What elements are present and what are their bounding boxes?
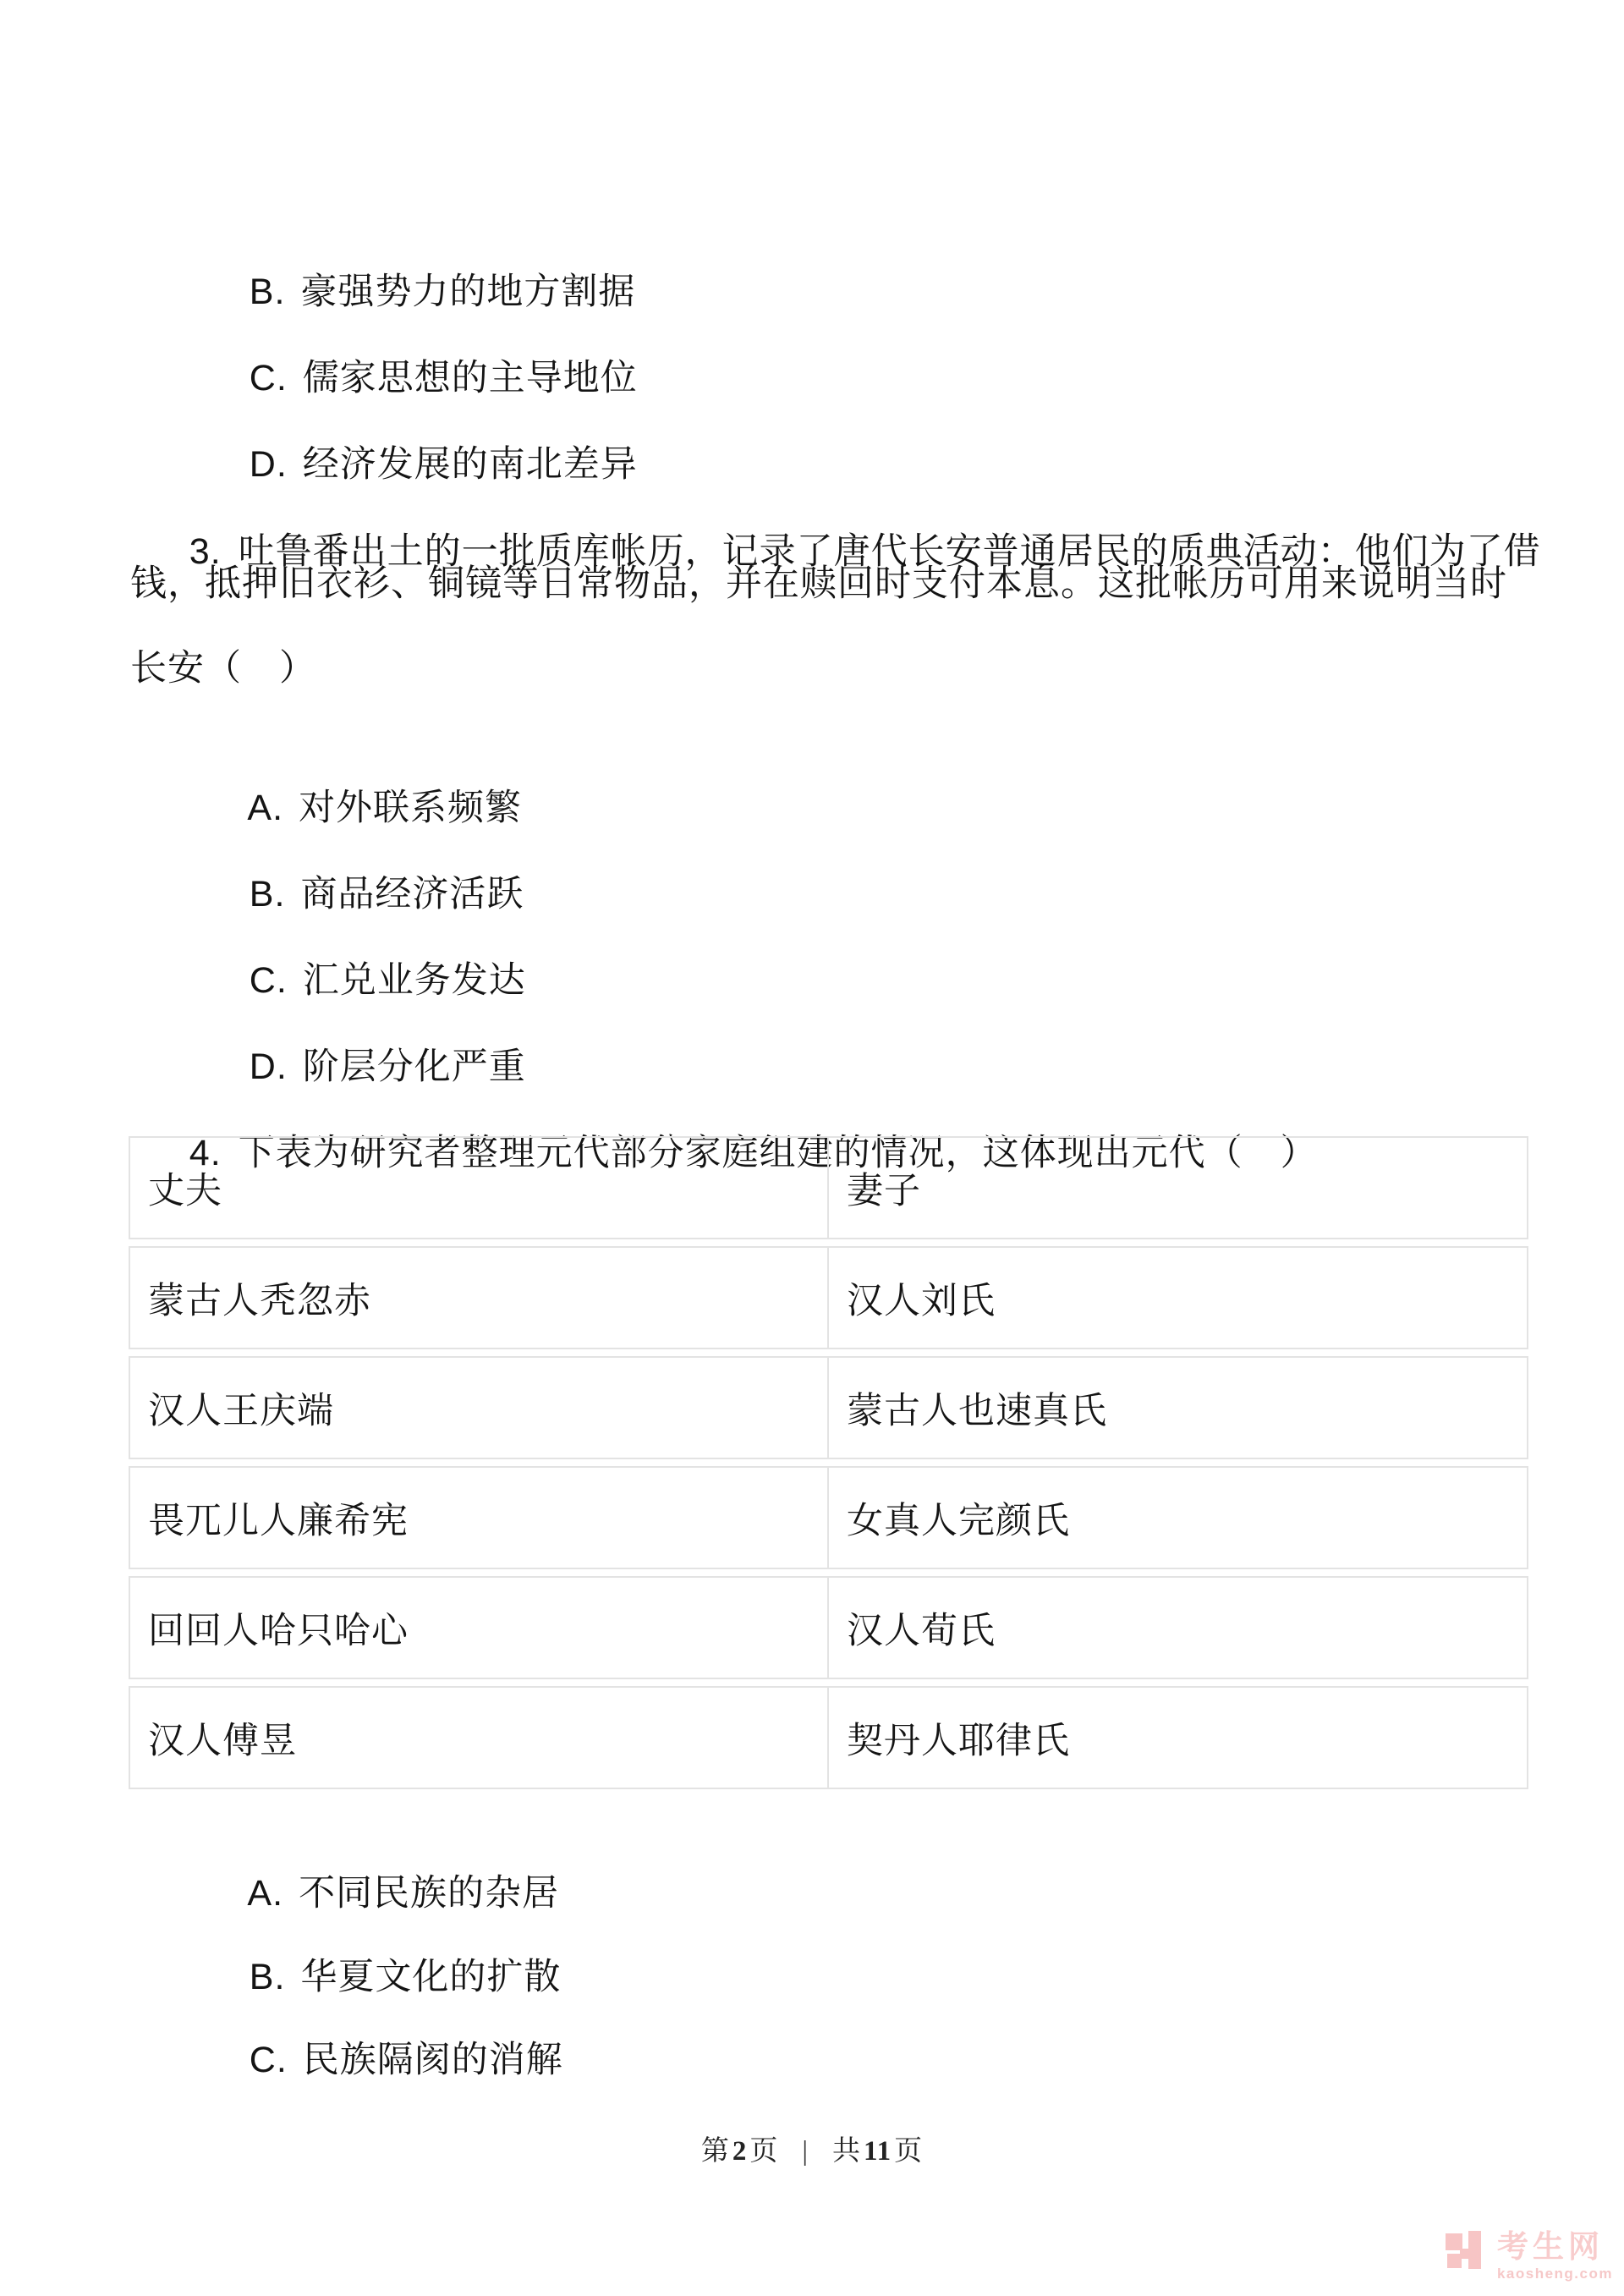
option-letter: B. bbox=[249, 272, 286, 312]
table-row bbox=[129, 1686, 1528, 1789]
option-text: 商品经济活跃 bbox=[300, 874, 524, 915]
option-letter: A. bbox=[247, 1873, 284, 1914]
option-text: 经济发展的南北差异 bbox=[302, 444, 638, 485]
table-cell-husband: 畏兀儿人廉希宪 bbox=[129, 1466, 829, 1569]
table-header-husband: 丈夫 bbox=[129, 1136, 829, 1239]
footer-page-number: 2 bbox=[732, 2136, 748, 2167]
footer-page-suffix: 页 bbox=[749, 2136, 779, 2167]
watermark-site-name: 考生网 bbox=[1496, 2229, 1604, 2264]
option-letter: B. bbox=[249, 874, 286, 915]
option-letter: B. bbox=[249, 1957, 286, 1997]
watermark-site-domain: kaosheng.com bbox=[1496, 2266, 1613, 2282]
table-row bbox=[129, 1466, 1528, 1569]
table-cell-husband: 汉人王庆端 bbox=[129, 1356, 829, 1459]
question4-text: 下表为研究者整理元代部分家庭组建的情况，这体现出元代（ ） bbox=[238, 1133, 1318, 1173]
table-row bbox=[129, 1356, 1528, 1459]
table-cell-husband: 汉人傅昱 bbox=[129, 1686, 829, 1789]
option-letter: C. bbox=[249, 2040, 288, 2080]
option-text: 对外联系频繁 bbox=[299, 788, 523, 828]
table-cell-wife: 汉人刘氏 bbox=[829, 1246, 1528, 1349]
option-letter: A. bbox=[247, 788, 284, 828]
question3-number: 3. bbox=[189, 531, 222, 572]
option-letter: D. bbox=[249, 444, 288, 485]
question3-text: 吐鲁番出土的一批质库帐历，记录了唐代长安普通居民的质典活动：他们为了借 bbox=[238, 531, 1541, 572]
table-header-row bbox=[129, 1136, 1528, 1239]
footer-separator: | bbox=[802, 2136, 809, 2167]
option-text: 豪强势力的地方割据 bbox=[300, 272, 636, 312]
question3-line2: 钱，抵押旧衣衫、铜镜等日常物品，并在赎回时支付本息。这批帐历可用来说明当时 bbox=[130, 563, 1507, 604]
table-cell-wife: 蒙古人也速真氏 bbox=[829, 1356, 1528, 1459]
table-row bbox=[129, 1246, 1528, 1349]
table-cell-wife: 女真人完颜氏 bbox=[829, 1466, 1528, 1569]
table-cell-husband: 蒙古人秃忽赤 bbox=[129, 1246, 829, 1349]
option-text: 汇兑业务发达 bbox=[302, 960, 526, 1001]
option-text: 华夏文化的扩散 bbox=[300, 1957, 562, 1997]
kaosheng-watermark bbox=[1446, 2231, 1613, 2282]
table-cell-husband: 回回人哈只哈心 bbox=[129, 1576, 829, 1679]
kaosheng-logo-icon bbox=[1446, 2231, 1486, 2271]
option-letter: C. bbox=[249, 960, 288, 1001]
option-text: 民族隔阂的消解 bbox=[302, 2040, 563, 2080]
table-cell-wife: 汉人荀氏 bbox=[829, 1576, 1528, 1679]
option-text: 不同民族的杂居 bbox=[299, 1873, 560, 1914]
footer-total-suffix: 页 bbox=[894, 2136, 924, 2167]
footer-total-number: 11 bbox=[863, 2136, 892, 2167]
q4-option-c bbox=[206, 1981, 563, 2139]
footer-total-prefix: 共 bbox=[831, 2136, 861, 2167]
table-header-wife: 妻子 bbox=[829, 1136, 1528, 1239]
question4-number: 4. bbox=[189, 1133, 222, 1173]
watermark-text-block bbox=[1497, 2231, 1613, 2282]
table-row bbox=[129, 1576, 1528, 1679]
option-text: 阶层分化严重 bbox=[302, 1046, 526, 1087]
page-footer bbox=[0, 2128, 1624, 2168]
option-letter: C. bbox=[249, 358, 288, 398]
marriage-table bbox=[129, 1129, 1528, 1796]
question3-line3: 长安（ ） bbox=[130, 648, 316, 689]
option-text: 儒家思想的主导地位 bbox=[302, 358, 638, 398]
footer-page-prefix: 第 bbox=[700, 2136, 730, 2167]
table-cell-wife: 契丹人耶律氏 bbox=[829, 1686, 1528, 1789]
option-letter: D. bbox=[249, 1046, 288, 1087]
